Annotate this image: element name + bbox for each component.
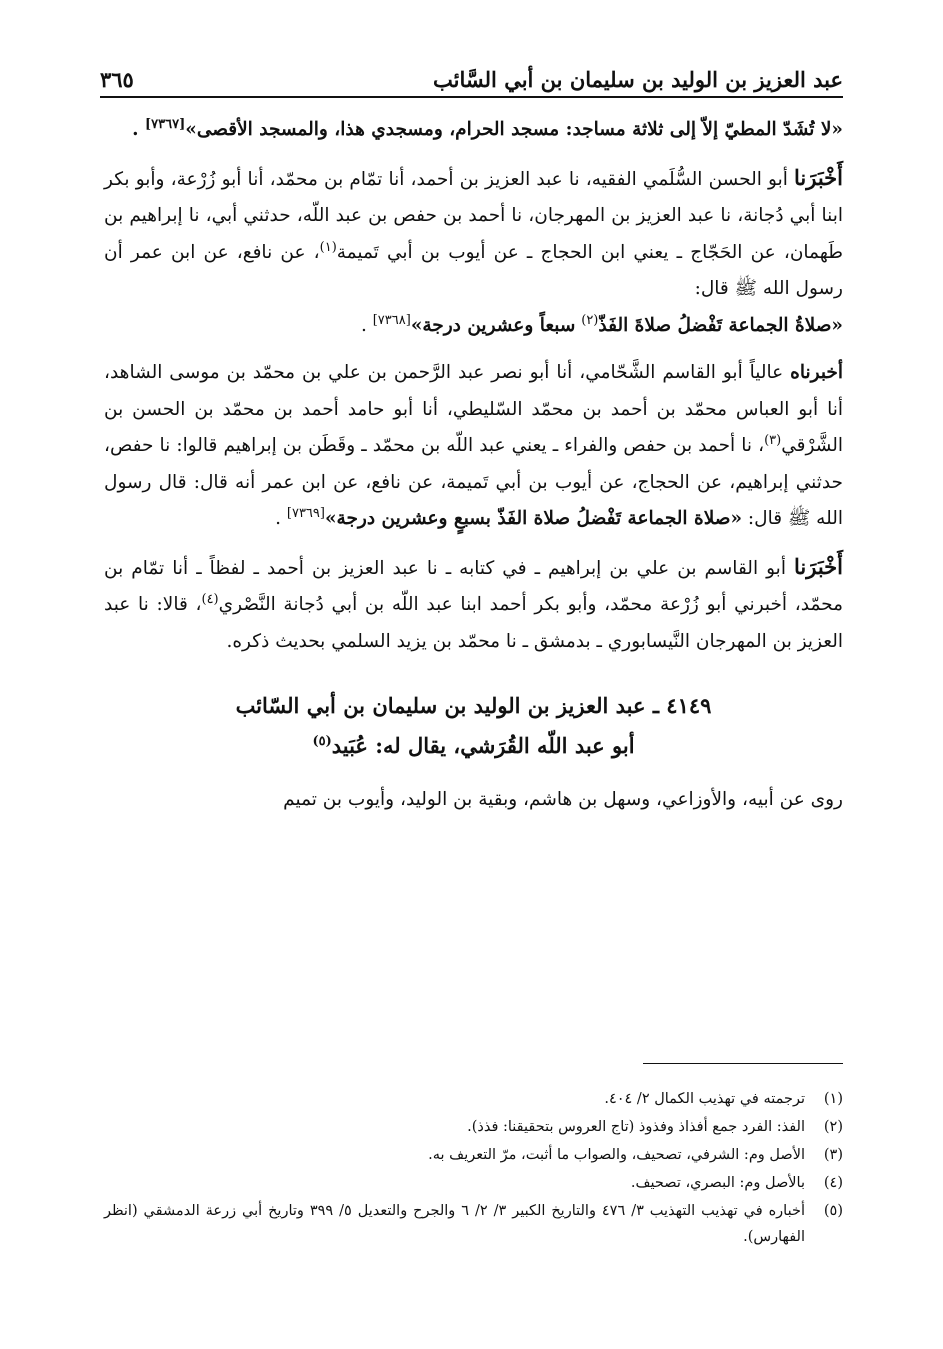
isnad-lead-word: أَخْبَرَنا <box>794 553 843 579</box>
paragraph-biography: روى عن أبيه، والأوزاعي، وسهل بن هاشم، وبقية بن الوليد، وأيوب بن تميم <box>283 789 843 810</box>
isnad-lead-word: أَخْبَرَنا <box>794 164 843 190</box>
hadith-quote: «صلاة الجماعة تَفْضلُ صلاة الفَذّ بسبعٍ وعشرين درجة» <box>324 508 743 529</box>
entry-heading-name: أبو عبد اللّه القُرَشي، يقال له: عُبَيد <box>331 733 635 758</box>
footnote-marker-5: (٥) <box>312 734 332 749</box>
footnote-text: ترجمته في تهذيب الكمال ٢/ ٤٠٤. <box>604 1091 805 1107</box>
footnote-item <box>104 1114 843 1140</box>
main-text <box>104 112 843 830</box>
footnote-item <box>104 1198 843 1250</box>
hadith-quote: «لا تُشَدّ المطيّ إلاّ إلى ثلاثة مساجد: مسجد الحرام، ومسجدي هذا، والمسجد الأقصى» <box>185 119 843 140</box>
footnote-text: أخباره في تهذيب التهذيب ٣/ ٤٧٦ والتاريخ الكبير ٣/ ٢/ ٦ والجرح والتعديل ٥/ ٣٩٩ وتاريخ أبي زرعة الدمشقي (انظر الفهارس). <box>104 1203 805 1245</box>
footnote-marker-3: (٣) <box>764 432 782 448</box>
isnad-tail: ، قالا: نا عبد العزيز بن المهرجان النَّيسابوري ـ بدمشق ـ نا محمّد بن يزيد السلمي بحديث ذكره. <box>104 594 843 652</box>
hadith-number-ref: [٧٣٦٧] <box>145 116 186 132</box>
hadith-quote: «صلاةُ الجماعة تَفْضلُ صلاةَ الفَذّ <box>598 314 843 336</box>
entry-heading <box>104 686 843 766</box>
hadith-number-ref: [٧٣٦٨] <box>372 312 411 328</box>
isnad-lead-word: أخبرناه <box>790 362 843 383</box>
footnote-number: (٢) <box>823 1119 843 1135</box>
entry-heading-line-1: ٤١٤٩ ـ عبد العزيز بن الوليد بن سليمان بن أبي السّائب <box>235 693 712 718</box>
paragraph-hadith-three-mosques: «لا تُشَدّ المطيّ إلاّ إلى ثلاثة مساجد: مسجد الحرام، ومسجدي هذا، والمسجد الأقصى»[٧٣٦٧] . <box>132 116 843 140</box>
isnad-text: عالياً أبو القاسم الشَّحّامي، أنا أبو نصر عبد الرَّحمن بن علي بن محمّد بن موسى الشاهد، أنا أبو العباس محمّد بن أحمد بن محمّد السّليطي، أنا أبو حامد أحمد بن محمّد بن الحسن بن الشَّرْقي <box>104 362 843 456</box>
entry-heading-line-2 <box>104 726 843 766</box>
footnote-marker-4: (٤) <box>201 591 219 607</box>
paragraph-isnad-3 <box>104 549 843 661</box>
hadith-number-ref: [٧٣٦٩] <box>286 505 325 521</box>
footnote-item <box>104 1142 843 1168</box>
running-title: عبد العزيز بن الوليد بن سليمان بن أبي السَّائب <box>433 67 843 92</box>
footnote-item <box>104 1086 843 1112</box>
footnote-number: (١) <box>823 1091 843 1107</box>
footnote-text: بالأصل وم: البصري، تصحيف. <box>630 1175 805 1191</box>
isnad-text: أبو الحسن السُّلَمي الفقيه، نا عبد العزيز بن أحمد، أنا تمّام بن محمّد، أنا أبو زُرْعة، وأبو بكر ابنا أبي دُجانة، نا عبد العزيز بن المهرجان، نا أحمد بن حفص بن عبد اللّه، حدثني أبي، نا إبراهيم بن طَهمان، عن الحَجّاج ـ يعني ابن الحجاج ـ عن أيوب بن أبي تَميمة <box>104 168 843 263</box>
header-rule <box>100 96 843 98</box>
isnad-tail: ، عن نافع، عن ابن عمر أن رسول الله ﷺ قال: <box>104 241 843 299</box>
footnote-marker-1: (١) <box>319 239 337 255</box>
paragraph-isnad-2: أخبرناه عالياً أبو القاسم الشَّحّامي، أنا أبو نصر عبد الرَّحمن بن علي بن محمّد بن موسى الشاهد، أنا أبو العباس محمّد بن أحمد بن محمّد السّليطي، أنا أبو حامد أحمد بن محمّد بن الحسن بن الشَّرْقي$^{(٣)}$، نا أحمد بن حفص والفراء ـ يعني عبد اللّه بن محمّد ـ وقَطَن بن إبراهيم قالوا: نا حفص، حدثني إبراهيم، عن الحجاج، عن أيوب بن أبي تَميمة، عن نافع، عن ابن عمر أنه قال: قال رسول الله ﷺ قال: «صلاة الجماعة تَفْضلُ صلاة الفَذّ بسبعٍ وعشرين درجة»[٧٣٦٩] . <box>104 362 843 529</box>
hadith-quote-end: سبعاً وعشرين درجة» <box>410 314 576 336</box>
footnote-number: (٤) <box>823 1175 843 1191</box>
page-number: ٣٦٥ <box>100 67 134 92</box>
footnote-text: الأصل وم: الشرفي، تصحيف، والصواب ما أثبت، مرّ التعريف به. <box>428 1147 805 1163</box>
footnote-number: (٣) <box>823 1147 843 1163</box>
isnad-middle: ، نا أحمد بن حفص والفراء ـ يعني عبد اللّه بن محمّد ـ وقَطَن بن إبراهيم قالوا: نا حفص، حدثني إبراهيم، عن الحجاج، عن أيوب بن أبي تَميمة، عن نافع، عن ابن عمر أنه قال: قال رسول الله ﷺ قال: <box>104 435 843 529</box>
paragraph-isnad-1: أَخْبَرَنا أبو الحسن السُّلَمي الفقيه، نا عبد العزيز بن أحمد، أنا تمّام بن محمّد، أنا أبو زُرْعة، وأبو بكر ابنا أبي دُجانة، نا عبد العزيز بن المهرجان، نا أحمد بن حفص بن عبد اللّه، حدثني أبي، نا إبراهيم بن طَهمان، عن الحَجّاج ـ يعني ابن الحجاج ـ عن أيوب بن أبي تَميمة$^{(١)}$، عن نافع، عن ابن عمر أن رسول الله ﷺ قال: «صلاةُ الجماعة تَفْضلُ صلاةَ الفَذّ$^{(٢)}$ سبعاً وعشرين درجة»[٧٣٦٨] . <box>104 164 843 336</box>
footnote-marker-2: (٢) <box>581 312 599 328</box>
footnote-item <box>104 1170 843 1196</box>
footnote-text: الفذ: الفرد جمع أفذاذ وفذوذ (تاج العروس بتحقيقنا: فذذ). <box>467 1119 805 1135</box>
footnotes <box>104 1086 843 1252</box>
footnote-number: (٥) <box>823 1203 843 1219</box>
running-head <box>100 52 843 92</box>
isnad-text: أبو القاسم بن علي بن إبراهيم ـ في كتابه ـ نا عبد العزيز بن أحمد ـ لفظاً ـ أنا تمّام بن محمّد، أخبرني أبو زُرْعة محمّد، وأبو بكر أحمد ابنا عبد اللّه بن أبي دُجانة النَّصْري <box>104 557 843 615</box>
footnote-rule <box>643 1063 843 1064</box>
